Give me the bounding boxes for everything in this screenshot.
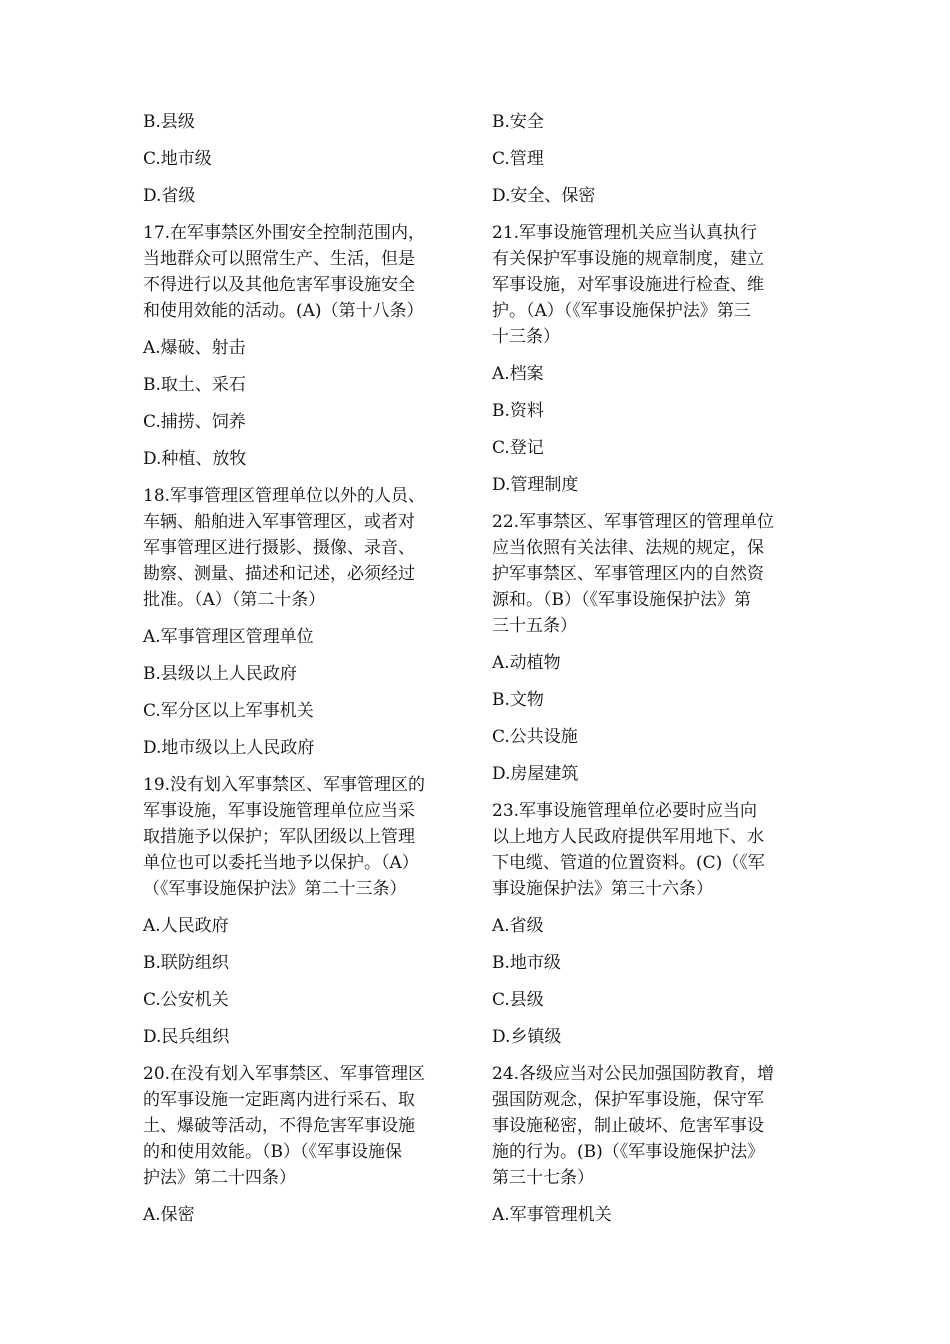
- question-line: 强国防观念，保护军事设施，保守军: [492, 1090, 764, 1110]
- question-line: 21.军事设施管理机关应当认真执行: [492, 223, 758, 243]
- answer-option: A.军事管理机关: [492, 1205, 612, 1225]
- question-line: 17.在军事禁区外围安全控制范围内，: [143, 223, 426, 243]
- answer-option: D.种植、放牧: [143, 449, 247, 469]
- answer-option: A.军事管理区管理单位: [143, 627, 314, 647]
- answer-option: B.联防组织: [143, 953, 229, 973]
- answer-option: D.地市级以上人民政府: [143, 738, 315, 758]
- answer-option: B.安全: [492, 112, 544, 132]
- question-line: 护。（A）（《军事设施保护法》第三: [492, 301, 751, 321]
- answer-option: B.文物: [492, 690, 544, 710]
- question-line: 20.在没有划入军事禁区、军事管理区: [143, 1064, 426, 1084]
- answer-option: D.管理制度: [492, 475, 579, 495]
- answer-option: C.登记: [492, 438, 544, 458]
- answer-option: D.房屋建筑: [492, 764, 579, 784]
- question-line: 的和使用效能。（B）（《军事设施保: [143, 1142, 402, 1162]
- answer-option: C.公共设施: [492, 727, 578, 747]
- question-line: 18.军事管理区管理单位以外的人员、: [143, 486, 426, 506]
- answer-option: C.管理: [492, 149, 544, 169]
- question-line: 事设施保护法》第三十六条）: [492, 879, 713, 899]
- question-line: 取措施予以保护；军队团级以上管理: [143, 827, 415, 847]
- question-text: [143, 772, 463, 902]
- right-column: [492, 109, 812, 1239]
- answer-option: A.档案: [492, 364, 544, 384]
- answer-option: C.捕捞、饲养: [143, 412, 246, 432]
- question-line: 勘察、测量、描述和记述，必须经过: [143, 564, 415, 584]
- answer-option: A.爆破、射击: [143, 338, 246, 358]
- question-line: 的军事设施一定距离内进行采石、取: [143, 1090, 415, 1110]
- question-line: 以上地方人民政府提供军用地下、水: [492, 827, 764, 847]
- answer-option: C.地市级: [143, 149, 212, 169]
- question-text: [492, 798, 812, 902]
- question-line: 24.各级应当对公民加强国防教育，增: [492, 1064, 775, 1084]
- question-line: 源和。（B）（《军事设施保护法》第: [492, 590, 751, 610]
- answer-option: A.保密: [143, 1205, 195, 1225]
- answer-option: D.乡镇级: [492, 1027, 562, 1047]
- answer-option: B.资料: [492, 401, 544, 421]
- question-line: 军事设施，对军事设施进行检查、维: [492, 275, 764, 295]
- answer-option: C.军分区以上军事机关: [143, 701, 314, 721]
- answer-option: A.人民政府: [143, 916, 229, 936]
- question-text: [492, 220, 812, 350]
- answer-option: A.省级: [492, 916, 544, 936]
- answer-option: C.县级: [492, 990, 544, 1010]
- question-line: 车辆、船舶进入军事管理区，或者对: [143, 512, 415, 532]
- question-line: （《军事设施保护法》第二十三条）: [143, 879, 407, 899]
- answer-option: D.省级: [143, 186, 196, 206]
- answer-option: D.民兵组织: [143, 1027, 230, 1047]
- answer-option: A.动植物: [492, 653, 561, 673]
- question-line: 护法》第二十四条）: [143, 1168, 296, 1188]
- question-line: 单位也可以委托当地予以保护。（A）: [143, 853, 419, 873]
- answer-option: B.县级以上人民政府: [143, 664, 297, 684]
- question-line: 施的行为。(B)（《军事设施保护法》: [492, 1142, 765, 1162]
- question-line: 三十五条）: [492, 616, 577, 636]
- answer-option: B.取土、采石: [143, 375, 246, 395]
- question-line: 军事管理区进行摄影、摄像、录音、: [143, 538, 415, 558]
- left-column: [143, 109, 463, 1239]
- answer-option: C.公安机关: [143, 990, 229, 1010]
- question-line: 应当依照有关法律、法规的规定，保: [492, 538, 764, 558]
- question-line: 22.军事禁区、军事管理区的管理单位: [492, 512, 775, 532]
- question-line: 事设施秘密，制止破坏、危害军事设: [492, 1116, 764, 1136]
- question-line: 23.军事设施管理单位必要时应当向: [492, 801, 758, 821]
- answer-option: B.地市级: [492, 953, 561, 973]
- question-text: [492, 1061, 812, 1191]
- question-text: [143, 1061, 463, 1191]
- question-line: 土、爆破等活动，不得危害军事设施: [143, 1116, 415, 1136]
- answer-option: B.县级: [143, 112, 195, 132]
- question-line: 有关保护军事设施的规章制度，建立: [492, 249, 764, 269]
- question-line: 不得进行以及其他危害军事设施安全: [143, 275, 415, 295]
- question-text: [492, 509, 812, 639]
- question-line: 批准。（A）（第二十条）: [143, 590, 326, 610]
- question-line: 军事设施，军事设施管理单位应当采: [143, 801, 415, 821]
- question-line: 和使用效能的活动。(A)（第十八条）: [143, 301, 424, 321]
- question-text: [143, 220, 463, 324]
- question-line: 下电缆、管道的位置资料。(C)（《军: [492, 853, 765, 873]
- question-line: 当地群众可以照常生产、生活，但是: [143, 249, 415, 269]
- answer-option: D.安全、保密: [492, 186, 596, 206]
- question-line: 19.没有划入军事禁区、军事管理区的: [143, 775, 426, 795]
- question-line: 十三条）: [492, 327, 560, 347]
- question-line: 第三十七条）: [492, 1168, 594, 1188]
- question-text: [143, 483, 463, 613]
- question-line: 护军事禁区、军事管理区内的自然资: [492, 564, 764, 584]
